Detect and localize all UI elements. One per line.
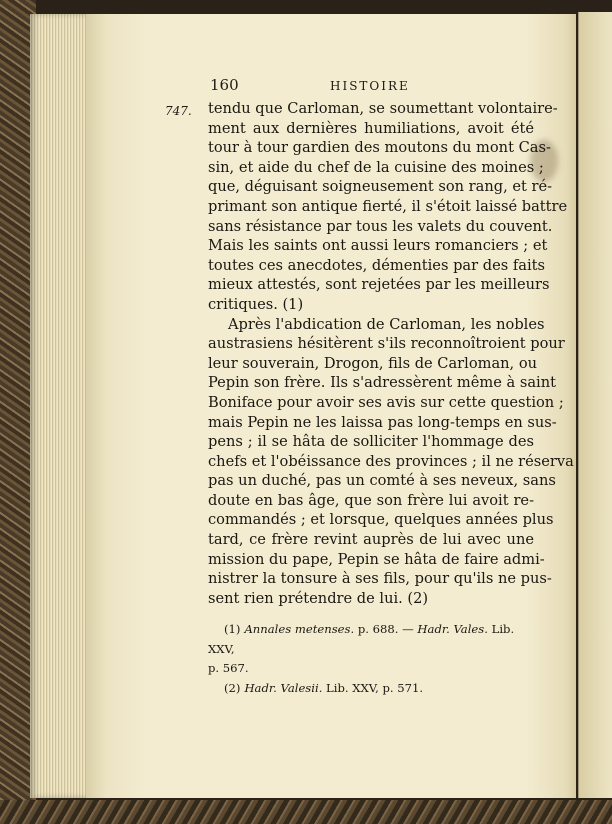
- running-head: HISTOIRE: [330, 79, 410, 93]
- footnote-mark: (1): [224, 622, 241, 636]
- paragraph-1: [208, 99, 568, 315]
- text-line: Pepin son frère. Ils s'adressèrent même à saint: [208, 374, 556, 392]
- body-text: [208, 99, 574, 608]
- text-line: tour à tour gardien des moutons du mont Cas-: [208, 139, 551, 157]
- margin-year: 747.: [165, 104, 192, 118]
- paragraph-2: [208, 315, 574, 609]
- text-line: mais Pepin ne les laissa pas long-temps en sus-: [208, 413, 557, 431]
- text-line: sin, et aide du chef de la cuisine des moines ;: [208, 158, 544, 176]
- footnote-text: . Lib. XXV, p. 571.: [318, 680, 424, 695]
- text-line: primant son antique fierté, il s'étoit laissé battre: [208, 197, 568, 215]
- text-line: doute en bas âge, que son frère lui avoit re-: [208, 491, 534, 509]
- text-line: critiques. (1): [208, 295, 304, 313]
- page-number: 160: [210, 76, 239, 94]
- text-line: Après l'abdication de Carloman, les nobles: [228, 315, 545, 333]
- footnotes: [208, 620, 534, 698]
- text-line: mission du pape, Pepin se hâta de faire admi-: [208, 550, 545, 568]
- footnote-author: Hadr. Vales: [417, 622, 485, 636]
- footnote-1: [208, 620, 534, 659]
- text-line: sans résistance par tous les valets du couvent.: [208, 217, 553, 235]
- footnote-1-continuation: p. 567.: [208, 661, 249, 675]
- text-line: ment aux dernières humiliations, avoit été: [208, 119, 534, 137]
- text-line: chefs et l'obéissance des provinces ; il ne réserva: [208, 452, 574, 470]
- footnote-2: [208, 679, 534, 699]
- footnote-text: . Lib. XXV,: [208, 622, 515, 656]
- book-cover-bottom: [0, 800, 612, 824]
- text-line: toutes ces anecdotes, démenties par des faits: [208, 256, 545, 274]
- text-line: austrasiens hésitèrent s'ils reconnoîtroient pour: [208, 335, 565, 353]
- text-line: tendu que Carloman, se soumettant volontaire-: [208, 100, 558, 117]
- next-page-edge: [578, 12, 612, 798]
- text-line: sent rien prétendre de lui. (2): [208, 589, 429, 607]
- text-line: mieux attestés, sont rejetées par les meilleurs: [208, 276, 550, 294]
- text-line: tard, ce frère revint auprès de lui avec une: [208, 531, 534, 549]
- text-line: pas un duché, pas un comté à ses neveux, sans: [208, 472, 556, 490]
- text-line: nistrer la tonsure à ses fils, pour qu'ils ne pus-: [208, 570, 552, 588]
- footnote-title: Annales metenses: [244, 622, 351, 636]
- footnote-mark: (2): [224, 680, 241, 695]
- text-line: Mais les saints ont aussi leurs romanciers ; et: [208, 237, 548, 255]
- text-line: Boniface pour avoir ses avis sur cette question ;: [208, 393, 564, 411]
- footnote-text: . p. 688. —: [350, 622, 418, 636]
- page-edges: [30, 14, 88, 798]
- text-line: que, déguisant soigneusement son rang, et ré-: [208, 178, 553, 196]
- text-line: commandés ; et lorsque, quelques années plus: [208, 511, 554, 529]
- footnote-title: Hadr. Valesii: [244, 680, 319, 695]
- text-line: pens ; il se hâta de solliciter l'hommage des: [208, 433, 534, 451]
- text-line: leur souverain, Drogon, fils de Carloman, ou: [208, 354, 538, 372]
